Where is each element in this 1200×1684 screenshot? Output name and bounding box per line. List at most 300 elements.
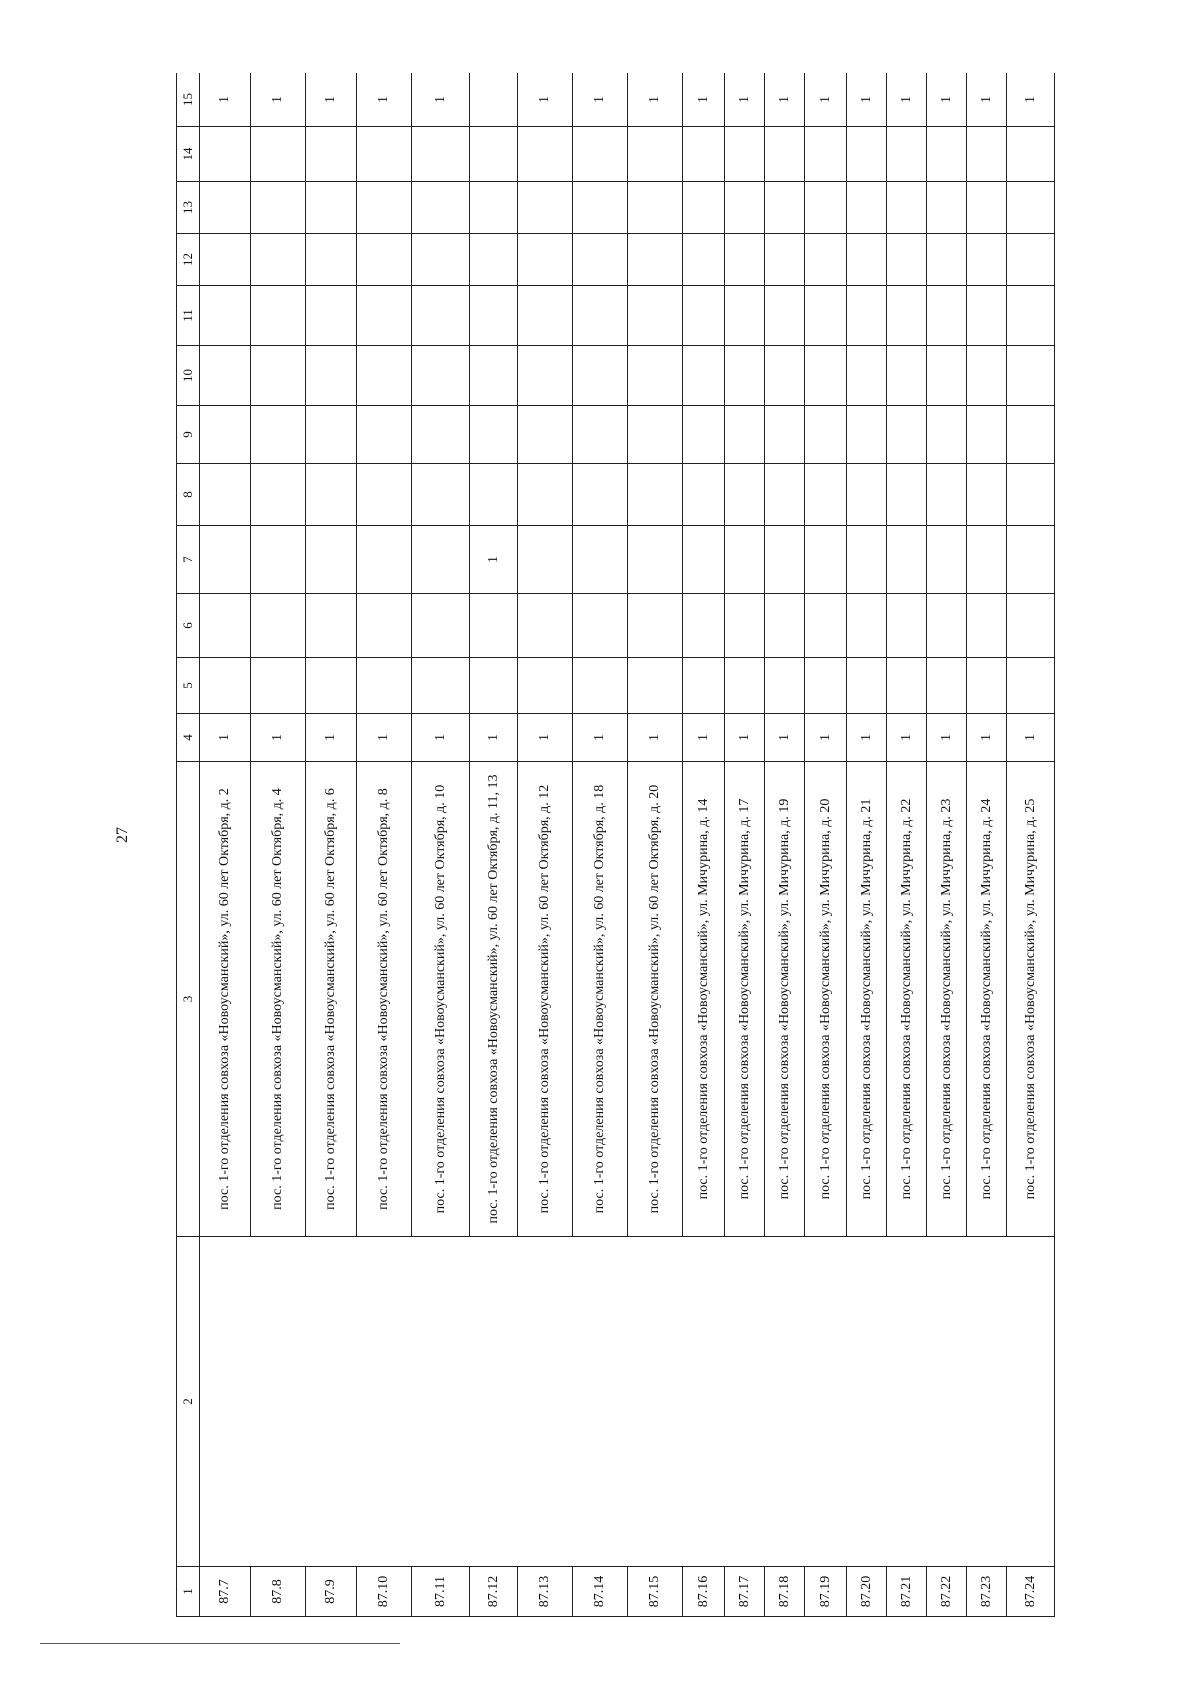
column-15-cell: 1: [357, 73, 412, 127]
empty-cell: [1007, 127, 1055, 182]
empty-cell: [683, 594, 725, 658]
column-7-cell: [306, 526, 357, 594]
column-7-cell: [683, 526, 725, 594]
empty-cell: [251, 346, 306, 406]
table-row: [805, 73, 847, 1617]
empty-cell: [927, 234, 967, 286]
table-row: [847, 73, 887, 1617]
empty-cell: [251, 464, 306, 526]
column-15-cell: 1: [251, 73, 306, 127]
empty-cell: [200, 406, 251, 464]
header-cell: 2: [177, 1237, 200, 1567]
column-15-cell: 1: [518, 73, 573, 127]
address-cell: пос. 1-го отделения совхоза «Новоусманский», ул. 60 лет Октября, д. 8: [357, 762, 412, 1237]
column-4-cell: 1: [765, 714, 805, 762]
table-row: [412, 73, 470, 1617]
column-4-cell: 1: [927, 714, 967, 762]
empty-cell: [683, 234, 725, 286]
empty-cell: [628, 286, 683, 346]
empty-cell: [683, 406, 725, 464]
empty-cell: [200, 127, 251, 182]
empty-cell: [725, 406, 765, 464]
empty-cell: [251, 182, 306, 234]
column-7-cell: [725, 526, 765, 594]
row-number-cell: 87.7: [200, 1567, 251, 1617]
column-4-cell: 1: [628, 714, 683, 762]
column-7-cell: 1: [470, 526, 518, 594]
empty-cell: [628, 346, 683, 406]
empty-cell: [412, 182, 470, 234]
empty-cell: [573, 594, 628, 658]
row-number-cell: 87.10: [357, 1567, 412, 1617]
empty-cell: [306, 464, 357, 526]
empty-cell: [847, 182, 887, 234]
column-15-cell: 1: [628, 73, 683, 127]
empty-cell: [357, 658, 412, 714]
empty-cell: [412, 127, 470, 182]
column-2-cell: [251, 1237, 306, 1567]
empty-cell: [470, 127, 518, 182]
empty-cell: [357, 286, 412, 346]
table-body: [177, 73, 1055, 1617]
empty-cell: [628, 182, 683, 234]
empty-cell: [887, 594, 927, 658]
column-4-cell: 1: [573, 714, 628, 762]
empty-cell: [573, 127, 628, 182]
empty-cell: [251, 658, 306, 714]
row-number-cell: 87.15: [628, 1567, 683, 1617]
empty-cell: [725, 286, 765, 346]
column-15-cell: 1: [847, 73, 887, 127]
empty-cell: [887, 127, 927, 182]
empty-cell: [927, 464, 967, 526]
empty-cell: [847, 234, 887, 286]
empty-cell: [573, 464, 628, 526]
empty-cell: [470, 346, 518, 406]
empty-cell: [200, 594, 251, 658]
column-7-cell: [251, 526, 306, 594]
column-7-cell: [628, 526, 683, 594]
empty-cell: [967, 346, 1007, 406]
empty-cell: [357, 234, 412, 286]
empty-cell: [927, 594, 967, 658]
empty-cell: [847, 346, 887, 406]
empty-cell: [765, 286, 805, 346]
empty-cell: [628, 464, 683, 526]
address-cell: пос. 1-го отделения совхоза «Новоусманский», ул. 60 лет Октября, д. 12: [518, 762, 573, 1237]
column-4-cell: 1: [1007, 714, 1055, 762]
column-7-cell: [847, 526, 887, 594]
empty-cell: [927, 127, 967, 182]
column-2-cell: [573, 1237, 628, 1567]
table-viewport: [176, 73, 1136, 1617]
empty-cell: [683, 658, 725, 714]
empty-cell: [847, 286, 887, 346]
header-row: [177, 73, 200, 1617]
empty-cell: [725, 658, 765, 714]
column-2-cell: [765, 1237, 805, 1567]
column-2-cell: [725, 1237, 765, 1567]
empty-cell: [887, 346, 927, 406]
header-cell: 9: [177, 406, 200, 464]
empty-cell: [518, 594, 573, 658]
header-cell: 15: [177, 73, 200, 127]
column-15-cell: 1: [683, 73, 725, 127]
address-cell: пос. 1-го отделения совхоза «Новоусманский», ул. 60 лет Октября, д. 2: [200, 762, 251, 1237]
column-7-cell: [967, 526, 1007, 594]
empty-cell: [357, 346, 412, 406]
row-number-cell: 87.22: [927, 1567, 967, 1617]
table-row: [887, 73, 927, 1617]
column-7-cell: [805, 526, 847, 594]
empty-cell: [967, 464, 1007, 526]
empty-cell: [412, 594, 470, 658]
column-15-cell: 1: [573, 73, 628, 127]
empty-cell: [628, 594, 683, 658]
column-2-cell: [470, 1237, 518, 1567]
empty-cell: [927, 406, 967, 464]
header-cell: 6: [177, 594, 200, 658]
empty-cell: [357, 594, 412, 658]
empty-cell: [725, 594, 765, 658]
column-4-cell: 1: [518, 714, 573, 762]
empty-cell: [306, 346, 357, 406]
empty-cell: [573, 286, 628, 346]
column-15-cell: 1: [927, 73, 967, 127]
header-cell: 13: [177, 182, 200, 234]
row-number-cell: 87.11: [412, 1567, 470, 1617]
empty-cell: [1007, 406, 1055, 464]
empty-cell: [887, 406, 927, 464]
row-number-cell: 87.17: [725, 1567, 765, 1617]
column-4-cell: 1: [251, 714, 306, 762]
empty-cell: [967, 234, 1007, 286]
address-cell: пос. 1-го отделения совхоза «Новоусманский», ул. Мичурина, д. 25: [1007, 762, 1055, 1237]
empty-cell: [683, 286, 725, 346]
data-table: [176, 73, 1055, 1617]
row-number-cell: 87.24: [1007, 1567, 1055, 1617]
empty-cell: [805, 594, 847, 658]
header-cell: 1: [177, 1567, 200, 1617]
empty-cell: [628, 658, 683, 714]
column-2-cell: [306, 1237, 357, 1567]
address-cell: пос. 1-го отделения совхоза «Новоусманский», ул. 60 лет Октября, д. 6: [306, 762, 357, 1237]
row-number-cell: 87.21: [887, 1567, 927, 1617]
empty-cell: [518, 658, 573, 714]
address-cell: пос. 1-го отделения совхоза «Новоусманский», ул. 60 лет Октября, д. 10: [412, 762, 470, 1237]
empty-cell: [470, 594, 518, 658]
empty-cell: [251, 406, 306, 464]
header-cell: 4: [177, 714, 200, 762]
empty-cell: [200, 464, 251, 526]
empty-cell: [847, 658, 887, 714]
empty-cell: [847, 127, 887, 182]
empty-cell: [357, 464, 412, 526]
column-4-cell: 1: [412, 714, 470, 762]
column-4-cell: 1: [306, 714, 357, 762]
column-2-cell: [200, 1237, 251, 1567]
empty-cell: [306, 594, 357, 658]
table-row: [573, 73, 628, 1617]
empty-cell: [847, 594, 887, 658]
empty-cell: [573, 182, 628, 234]
row-number-cell: 87.13: [518, 1567, 573, 1617]
empty-cell: [251, 127, 306, 182]
table-row: [765, 73, 805, 1617]
bottom-rule: [40, 1643, 400, 1644]
empty-cell: [683, 127, 725, 182]
column-4-cell: 1: [200, 714, 251, 762]
empty-cell: [357, 127, 412, 182]
column-4-cell: 1: [357, 714, 412, 762]
empty-cell: [200, 182, 251, 234]
empty-cell: [200, 234, 251, 286]
column-4-cell: 1: [683, 714, 725, 762]
column-7-cell: [200, 526, 251, 594]
empty-cell: [765, 406, 805, 464]
address-cell: пос. 1-го отделения совхоза «Новоусманский», ул. Мичурина, д. 23: [927, 762, 967, 1237]
header-cell: 3: [177, 762, 200, 1237]
empty-cell: [765, 234, 805, 286]
table-row: [306, 73, 357, 1617]
row-number-cell: 87.18: [765, 1567, 805, 1617]
empty-cell: [200, 658, 251, 714]
column-4-cell: 1: [887, 714, 927, 762]
column-15-cell: 1: [725, 73, 765, 127]
empty-cell: [573, 346, 628, 406]
row-number-cell: 87.23: [967, 1567, 1007, 1617]
empty-cell: [725, 234, 765, 286]
column-15-cell: 1: [805, 73, 847, 127]
empty-cell: [805, 658, 847, 714]
empty-cell: [628, 127, 683, 182]
empty-cell: [412, 464, 470, 526]
header-cell: 10: [177, 346, 200, 406]
column-15-cell: 1: [200, 73, 251, 127]
address-cell: пос. 1-го отделения совхоза «Новоусманский», ул. 60 лет Октября, д. 18: [573, 762, 628, 1237]
column-7-cell: [887, 526, 927, 594]
column-2-cell: [683, 1237, 725, 1567]
row-number-cell: 87.9: [306, 1567, 357, 1617]
empty-cell: [967, 658, 1007, 714]
empty-cell: [412, 346, 470, 406]
empty-cell: [805, 286, 847, 346]
table-row: [725, 73, 765, 1617]
column-2-cell: [847, 1237, 887, 1567]
empty-cell: [765, 182, 805, 234]
address-cell: пос. 1-го отделения совхоза «Новоусманский», ул. Мичурина, д. 24: [967, 762, 1007, 1237]
empty-cell: [805, 127, 847, 182]
column-7-cell: [357, 526, 412, 594]
table-row: [470, 73, 518, 1617]
column-4-cell: 1: [847, 714, 887, 762]
column-2-cell: [357, 1237, 412, 1567]
empty-cell: [725, 464, 765, 526]
address-cell: пос. 1-го отделения совхоза «Новоусманский», ул. 60 лет Октября, д. 4: [251, 762, 306, 1237]
empty-cell: [412, 286, 470, 346]
empty-cell: [251, 594, 306, 658]
empty-cell: [1007, 658, 1055, 714]
empty-cell: [628, 234, 683, 286]
empty-cell: [412, 406, 470, 464]
header-cell: 12: [177, 234, 200, 286]
table-row: [967, 73, 1007, 1617]
column-7-cell: [412, 526, 470, 594]
row-number-cell: 87.12: [470, 1567, 518, 1617]
page-number: 27: [114, 827, 131, 843]
address-cell: пос. 1-го отделения совхоза «Новоусманский», ул. Мичурина, д. 21: [847, 762, 887, 1237]
column-15-cell: 1: [887, 73, 927, 127]
empty-cell: [306, 234, 357, 286]
empty-cell: [573, 658, 628, 714]
column-2-cell: [805, 1237, 847, 1567]
header-cell: 8: [177, 464, 200, 526]
empty-cell: [967, 406, 1007, 464]
empty-cell: [518, 127, 573, 182]
column-7-cell: [1007, 526, 1055, 594]
empty-cell: [412, 658, 470, 714]
column-2-cell: [412, 1237, 470, 1567]
empty-cell: [518, 406, 573, 464]
empty-cell: [725, 127, 765, 182]
empty-cell: [306, 182, 357, 234]
column-4-cell: 1: [805, 714, 847, 762]
empty-cell: [765, 127, 805, 182]
row-number-cell: 87.16: [683, 1567, 725, 1617]
column-7-cell: [765, 526, 805, 594]
empty-cell: [200, 346, 251, 406]
empty-cell: [887, 182, 927, 234]
address-cell: пос. 1-го отделения совхоза «Новоусманский», ул. Мичурина, д. 20: [805, 762, 847, 1237]
empty-cell: [518, 286, 573, 346]
empty-cell: [200, 286, 251, 346]
address-cell: пос. 1-го отделения совхоза «Новоусманский», ул. Мичурина, д. 19: [765, 762, 805, 1237]
empty-cell: [573, 406, 628, 464]
address-cell: пос. 1-го отделения совхоза «Новоусманский», ул. Мичурина, д. 14: [683, 762, 725, 1237]
empty-cell: [725, 346, 765, 406]
column-2-cell: [967, 1237, 1007, 1567]
address-cell: пос. 1-го отделения совхоза «Новоусманский», ул. Мичурина, д. 17: [725, 762, 765, 1237]
empty-cell: [927, 286, 967, 346]
empty-cell: [518, 234, 573, 286]
header-cell: 11: [177, 286, 200, 346]
empty-cell: [1007, 182, 1055, 234]
column-4-cell: 1: [967, 714, 1007, 762]
empty-cell: [765, 464, 805, 526]
empty-cell: [765, 658, 805, 714]
column-2-cell: [518, 1237, 573, 1567]
empty-cell: [725, 182, 765, 234]
column-15-cell: 1: [306, 73, 357, 127]
column-7-cell: [573, 526, 628, 594]
header-cell: 14: [177, 127, 200, 182]
empty-cell: [1007, 594, 1055, 658]
table-row: [927, 73, 967, 1617]
column-7-cell: [518, 526, 573, 594]
empty-cell: [805, 346, 847, 406]
column-15-cell: 1: [967, 73, 1007, 127]
empty-cell: [470, 658, 518, 714]
empty-cell: [765, 594, 805, 658]
empty-cell: [967, 286, 1007, 346]
column-2-cell: [927, 1237, 967, 1567]
empty-cell: [927, 346, 967, 406]
column-4-cell: 1: [470, 714, 518, 762]
empty-cell: [357, 182, 412, 234]
column-15-cell: 1: [1007, 73, 1055, 127]
column-7-cell: [927, 526, 967, 594]
empty-cell: [683, 182, 725, 234]
empty-cell: [470, 234, 518, 286]
empty-cell: [683, 464, 725, 526]
empty-cell: [518, 182, 573, 234]
empty-cell: [927, 182, 967, 234]
empty-cell: [927, 658, 967, 714]
empty-cell: [847, 406, 887, 464]
empty-cell: [470, 286, 518, 346]
empty-cell: [251, 286, 306, 346]
empty-cell: [967, 182, 1007, 234]
empty-cell: [805, 182, 847, 234]
empty-cell: [1007, 286, 1055, 346]
empty-cell: [887, 234, 927, 286]
empty-cell: [573, 234, 628, 286]
empty-cell: [887, 286, 927, 346]
empty-cell: [518, 346, 573, 406]
table-row: [683, 73, 725, 1617]
column-15-cell: 1: [412, 73, 470, 127]
empty-cell: [470, 406, 518, 464]
empty-cell: [306, 658, 357, 714]
table-row: [200, 73, 251, 1617]
address-cell: пос. 1-го отделения совхоза «Новоусманский», ул. Мичурина, д. 22: [887, 762, 927, 1237]
empty-cell: [306, 127, 357, 182]
empty-cell: [412, 234, 470, 286]
empty-cell: [470, 182, 518, 234]
column-2-cell: [887, 1237, 927, 1567]
empty-cell: [805, 464, 847, 526]
empty-cell: [518, 464, 573, 526]
table-row: [251, 73, 306, 1617]
empty-cell: [967, 594, 1007, 658]
row-number-cell: 87.14: [573, 1567, 628, 1617]
empty-cell: [805, 234, 847, 286]
empty-cell: [765, 346, 805, 406]
empty-cell: [357, 406, 412, 464]
column-2-cell: [628, 1237, 683, 1567]
empty-cell: [251, 234, 306, 286]
address-cell: пос. 1-го отделения совхоза «Новоусманский», ул. 60 лет Октября, д. 20: [628, 762, 683, 1237]
empty-cell: [306, 406, 357, 464]
empty-cell: [1007, 234, 1055, 286]
row-number-cell: 87.8: [251, 1567, 306, 1617]
column-4-cell: 1: [725, 714, 765, 762]
address-cell: пос. 1-го отделения совхоза «Новоусманский», ул. 60 лет Октября, д. 11, 13: [470, 762, 518, 1237]
header-cell: 5: [177, 658, 200, 714]
empty-cell: [470, 464, 518, 526]
table-row: [628, 73, 683, 1617]
empty-cell: [1007, 464, 1055, 526]
column-2-cell: [1007, 1237, 1055, 1567]
table-row: [1007, 73, 1055, 1617]
empty-cell: [967, 127, 1007, 182]
empty-cell: [1007, 346, 1055, 406]
column-15-cell: [470, 73, 518, 127]
empty-cell: [683, 346, 725, 406]
rotated-table-wrapper: [176, 73, 1136, 1617]
row-number-cell: 87.20: [847, 1567, 887, 1617]
empty-cell: [887, 464, 927, 526]
